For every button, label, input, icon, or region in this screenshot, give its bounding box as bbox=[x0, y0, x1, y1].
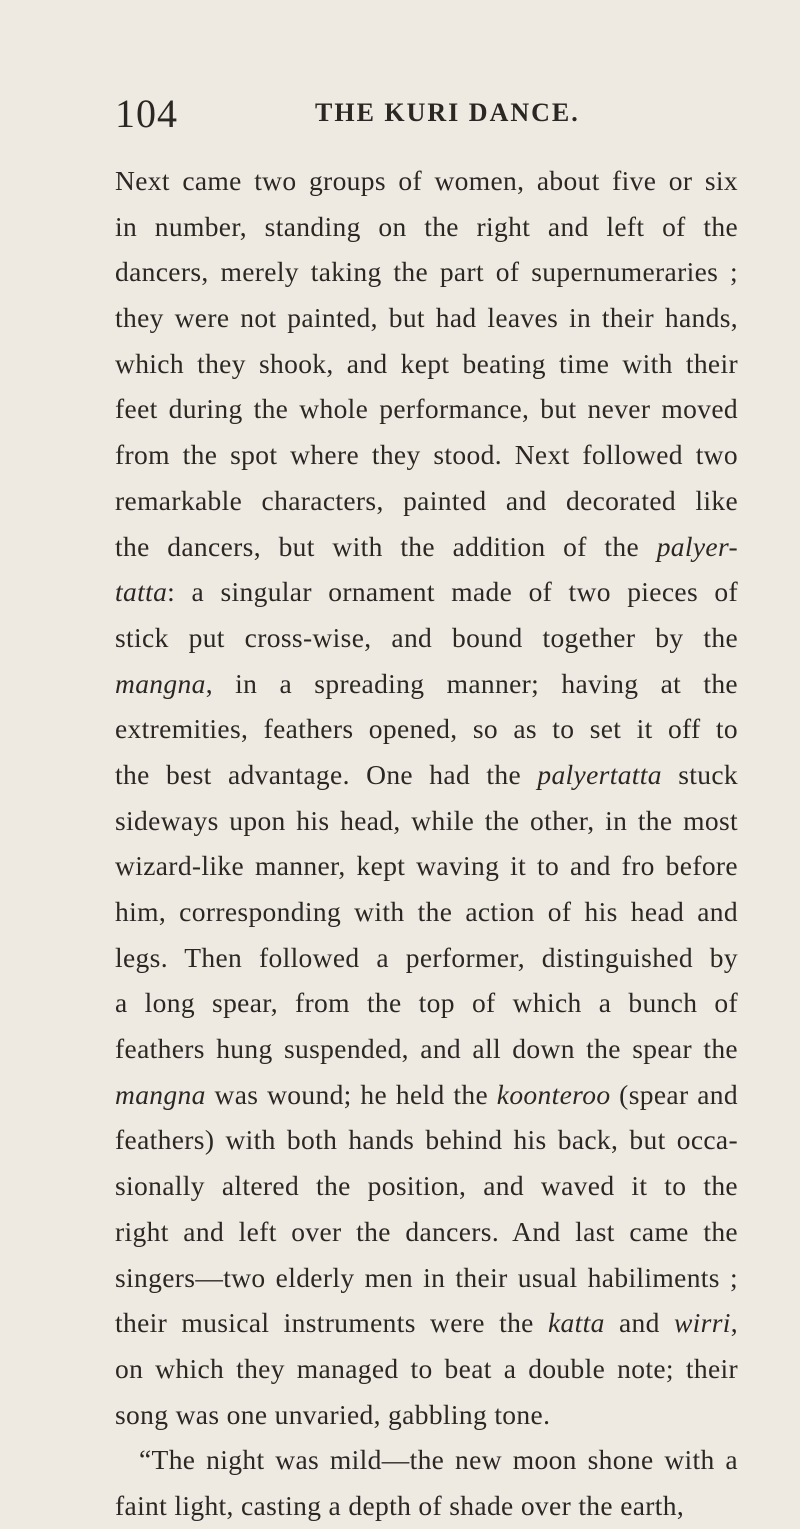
text-run: : a singular ornament made of two pieces of bbox=[167, 576, 738, 608]
text-line bbox=[115, 980, 738, 1026]
text-line bbox=[115, 935, 738, 981]
text-line bbox=[115, 478, 738, 524]
text-line bbox=[115, 1117, 738, 1163]
text-run: was wound; he held the bbox=[205, 1078, 497, 1110]
text-run: on which they managed to beat a double note; their bbox=[115, 1352, 738, 1384]
text-line bbox=[115, 1209, 738, 1255]
text-run: “The night was mild—the new moon shone with a bbox=[139, 1444, 738, 1476]
text-line bbox=[115, 1300, 738, 1346]
text-run: stick put cross-wise, and bound together by the bbox=[115, 621, 738, 653]
text-line bbox=[115, 1437, 738, 1483]
text-line bbox=[115, 204, 738, 250]
text-run: the dancers, but with the addition of the bbox=[115, 530, 657, 562]
text-line bbox=[115, 1163, 738, 1209]
text-run: song was one unvaried, gabbling tone. bbox=[115, 1398, 551, 1430]
text-line bbox=[115, 386, 738, 432]
text-line bbox=[115, 341, 738, 387]
text-line bbox=[115, 615, 738, 661]
text-run: remarkable characters, painted and decorated like bbox=[115, 484, 738, 516]
text-run: sideways upon his head, while the other, in the most bbox=[115, 804, 738, 836]
text-line bbox=[115, 1392, 738, 1438]
text-line bbox=[115, 752, 738, 798]
text-line bbox=[115, 1255, 738, 1301]
text-run: which they shook, and kept beating time with their bbox=[115, 347, 738, 379]
text-run: and bbox=[604, 1307, 674, 1339]
running-head bbox=[115, 90, 755, 140]
text-run: legs. Then followed a performer, distinguished by bbox=[115, 941, 738, 973]
text-run: they were not painted, but had leaves in their hands, bbox=[115, 302, 738, 334]
text-line bbox=[115, 661, 738, 707]
text-run: feathers) with both hands behind his back, but occa- bbox=[115, 1124, 738, 1156]
italic-term: palyer- bbox=[656, 530, 738, 562]
paragraph bbox=[115, 1437, 738, 1528]
italic-term: koonteroo bbox=[496, 1078, 611, 1110]
text-run: their musical instruments were the bbox=[115, 1307, 548, 1339]
text-run: faint light, casting a depth of shade over the earth, bbox=[115, 1489, 685, 1521]
text-run: extremities, feathers opened, so as to set it off to bbox=[115, 713, 738, 745]
text-line bbox=[115, 1483, 738, 1529]
text-run: wizard-like manner, kept waving it to and fro before bbox=[115, 850, 738, 882]
text-run: singers—two elderly men in their usual habiliments ; bbox=[115, 1261, 738, 1293]
text-line bbox=[115, 1026, 738, 1072]
text-line bbox=[115, 843, 738, 889]
text-run: him, corresponding with the action of his head and bbox=[115, 896, 738, 927]
text-run: feet during the whole performance, but never moved bbox=[115, 393, 738, 425]
text-run: right and left over the dancers. And last came the bbox=[115, 1215, 738, 1247]
italic-term: katta bbox=[547, 1307, 605, 1339]
italic-term: mangna bbox=[115, 667, 206, 699]
italic-term: wirri bbox=[673, 1307, 731, 1339]
italic-term: mangna bbox=[115, 1078, 206, 1110]
italic-term: palyertatta bbox=[537, 758, 662, 790]
text-run: (spear and bbox=[610, 1078, 738, 1110]
paragraph bbox=[115, 158, 738, 1437]
text-line bbox=[115, 295, 738, 341]
text-line bbox=[115, 889, 738, 935]
text-line bbox=[115, 569, 738, 615]
text-line bbox=[115, 249, 738, 295]
text-line bbox=[115, 798, 738, 844]
page-number: 104 bbox=[115, 91, 178, 136]
running-title: THE KURI DANCE. bbox=[315, 98, 580, 127]
text-line bbox=[115, 1072, 738, 1118]
body-text bbox=[115, 158, 738, 1529]
text-run: from the spot where they stood. Next followed two bbox=[115, 439, 738, 471]
text-line bbox=[115, 524, 738, 570]
text-run: in number, standing on the right and left of the bbox=[115, 210, 738, 242]
text-run: dancers, merely taking the part of supernumeraries ; bbox=[115, 256, 738, 288]
text-run: stuck bbox=[661, 758, 738, 790]
text-run: , in a spreading manner; having at the bbox=[205, 667, 738, 699]
text-run: a long spear, from the top of which a bunch of bbox=[115, 987, 738, 1019]
text-run: , bbox=[730, 1307, 738, 1339]
text-run: Next came two groups of women, about five or six bbox=[115, 165, 738, 196]
text-line bbox=[115, 432, 738, 478]
text-line bbox=[115, 706, 738, 752]
text-run: the best advantage. One had the bbox=[115, 758, 538, 790]
italic-term: tatta bbox=[115, 576, 168, 608]
text-line bbox=[115, 1346, 738, 1392]
text-run: feathers hung suspended, and all down the spear the bbox=[115, 1033, 738, 1065]
text-line bbox=[115, 158, 738, 204]
text-run: sionally altered the position, and waved it to the bbox=[115, 1170, 738, 1202]
